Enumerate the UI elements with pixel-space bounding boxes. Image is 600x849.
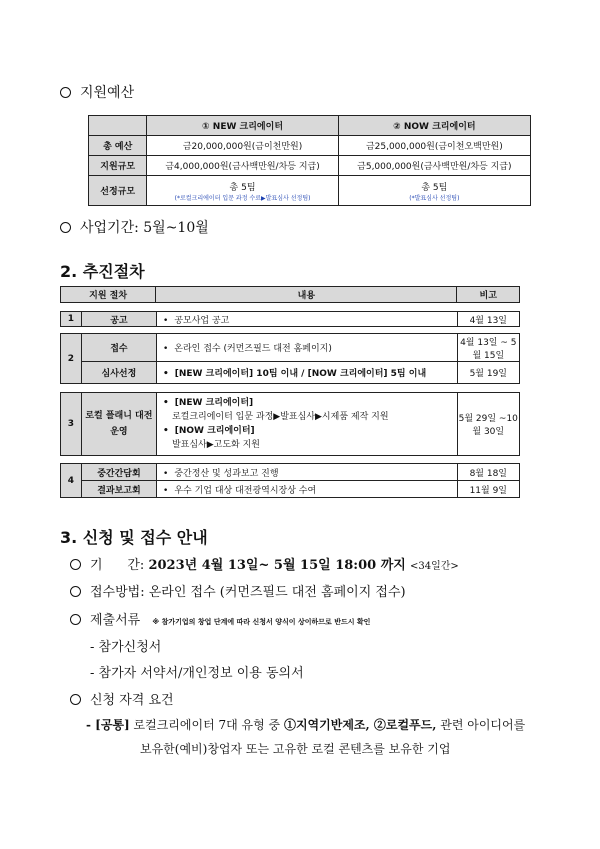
- budget-cell: 총 5팀 (*로컬크리에이터 입문 과정 수료▶발표심사 선정팀): [147, 176, 338, 206]
- budget-note: (*발표심사 선정팀): [409, 194, 460, 202]
- budget-heading: 지원예산: [60, 82, 134, 102]
- budget-cell: 금20,000,000원(금이천만원): [147, 136, 338, 156]
- apply-period: 기 간: 2023년 4월 13일~ 5월 15일 18:00 까지 <34일간>: [70, 554, 459, 573]
- budget-row-label: 총 예산: [89, 136, 147, 156]
- qualification-line2: 보유한(예비)창업자 또는 고유한 로컬 콘텐츠를 보유한 기업: [140, 742, 451, 756]
- circle-bullet-icon: [70, 559, 81, 570]
- circle-bullet-icon: [70, 694, 81, 705]
- period-heading: 사업기간: 5월~10월: [60, 217, 209, 237]
- budget-col-new: ① NEW 크리에이터: [147, 116, 338, 136]
- apply-docs: 제출서류 ※ 참가기업의 창업 단계에 따라 신청서 양식이 상이하므로 반드시 확인: [70, 609, 370, 628]
- budget-row-label: 지원규모: [89, 156, 147, 176]
- process-table-row1: 1 공고 • 공모사업 공고 4월 13일: [60, 311, 520, 327]
- process-table-row4: 4 중간간담회 • 중간정산 및 성과보고 진행 8월 18일 결과보고회 • 우수 기업 대상 대전광역시장상 수여 11월 9일: [60, 463, 520, 498]
- budget-cell: 금4,000,000원(금사백만원/차등 지급): [147, 156, 338, 176]
- budget-cell: 총 5팀 (*발표심사 선정팀): [338, 176, 530, 206]
- process-table-row3: 3 로컬 플래니 대전 운영 • [NEW 크리에이터] 로컬크리에이터 입문 과정▶발표심사▶시제품 제작 지원 • [NOW 크리에이터] 발표심사▶고도화 지원 5월 29일 ~10월 30일: [60, 392, 520, 456]
- budget-cell: 금25,000,000원(금이천오백만원): [338, 136, 530, 156]
- circle-bullet-icon: [60, 222, 71, 233]
- doc-item: - 참가신청서: [90, 640, 162, 655]
- budget-cell: 금5,000,000원(금사백만원/차등 지급): [338, 156, 530, 176]
- circle-bullet-icon: [60, 87, 71, 98]
- doc-item: - 참가자 서약서/개인정보 이용 동의서: [90, 666, 304, 681]
- circle-bullet-icon: [70, 586, 81, 597]
- circle-bullet-icon: [70, 614, 81, 625]
- budget-note: (*로컬크리에이터 입문 과정 수료▶발표심사 선정팀): [174, 194, 311, 202]
- process-table-header: 지원 절차 내용 비고: [60, 286, 520, 303]
- process-table-row2: 2 접수 • 온라인 접수 (커먼즈필드 대전 홈페이지) 4월 13일 ~ 5월 15일 심사선정 • [NEW 크리에이터] 10팀 이내 / [NOW 크리에이터] 5팀 이내 5월 19일: [60, 333, 520, 384]
- section3-heading: 3. 신청 및 접수 안내: [60, 528, 208, 547]
- budget-table: [88, 115, 531, 206]
- budget-row-label: 선정규모: [89, 176, 147, 206]
- budget-col-now: ② NOW 크리에이터: [338, 116, 530, 136]
- qualification-heading: 신청 자격 요건: [70, 689, 174, 708]
- apply-method: 접수방법: 온라인 접수 (커먼즈필드 대전 홈페이지 접수): [70, 581, 406, 600]
- qualification-line1: - [공통] 로컬크리에이터 7대 유형 중 ①지역기반제조, ②로컬푸드, 관련 아이디어를: [86, 718, 526, 732]
- section2-heading: 2. 추진절차: [60, 262, 145, 281]
